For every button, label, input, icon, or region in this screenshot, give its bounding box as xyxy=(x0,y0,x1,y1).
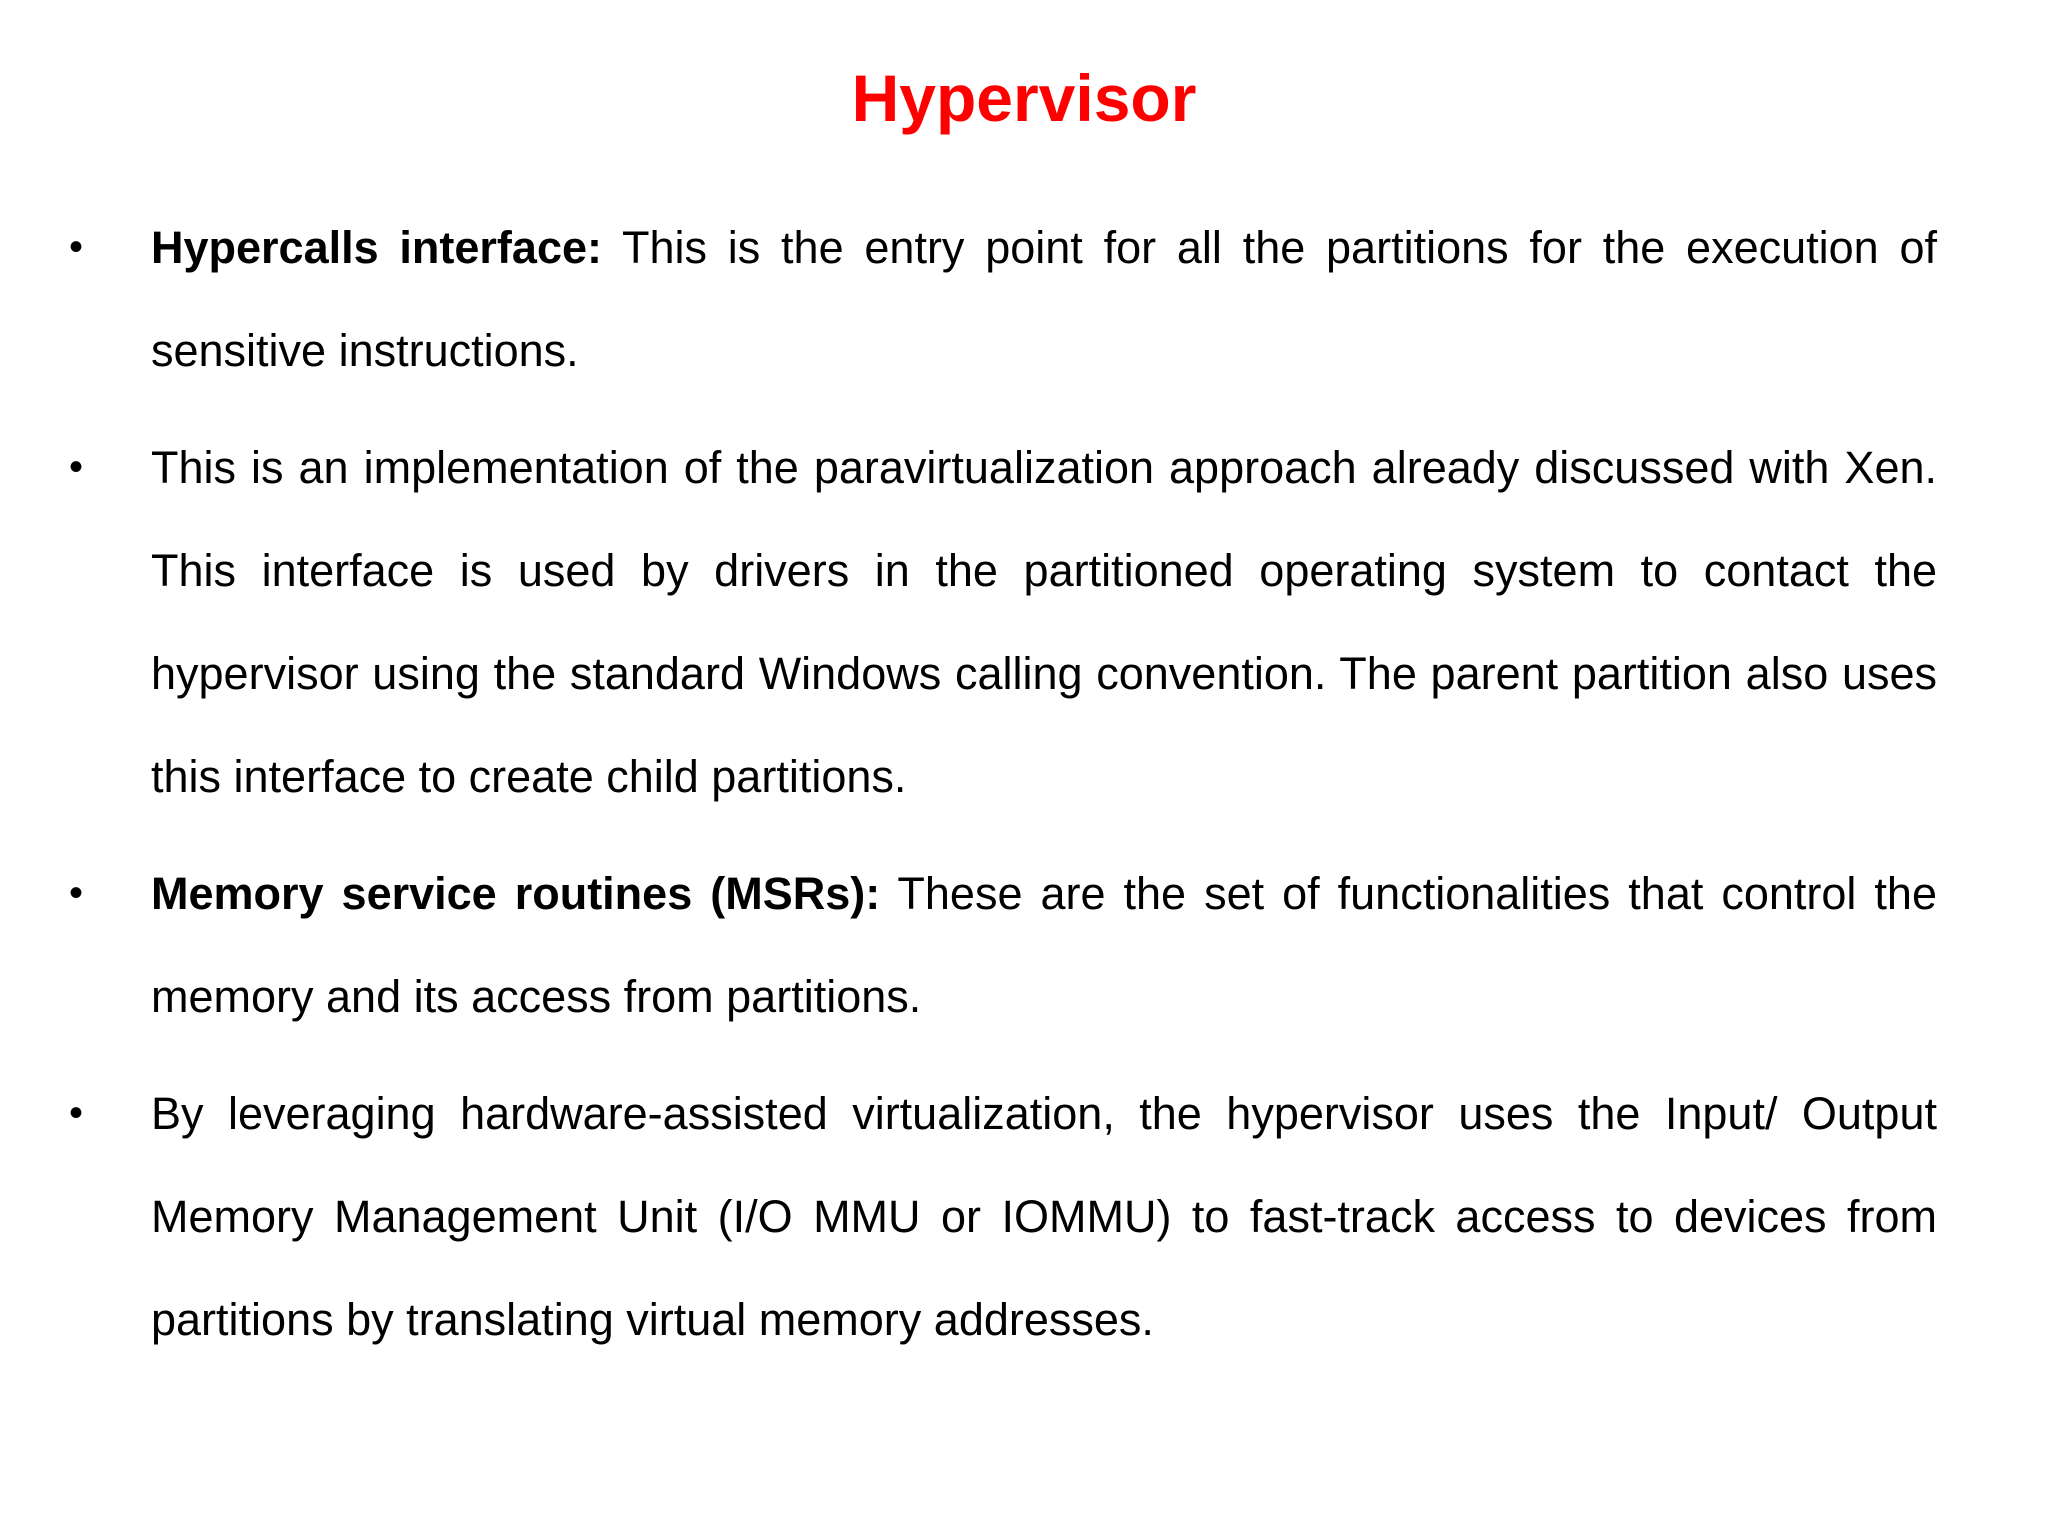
bullet-list xyxy=(0,196,2048,1385)
bullet-text xyxy=(151,196,1937,402)
bullet-dot-icon: • xyxy=(69,1091,84,1135)
bullet-item-paravirtualization xyxy=(0,416,2048,828)
bullet-body: This is the entry point for all the partitions for the execution of sensitive instructions. xyxy=(151,222,1937,376)
bullet-item-iommu xyxy=(0,1062,2048,1371)
bullet-text xyxy=(151,416,1937,828)
bullet-text xyxy=(151,842,1937,1048)
bullet-term: Memory service routines (MSRs): xyxy=(151,868,881,919)
bullet-item-hypercalls xyxy=(0,196,2048,402)
bullet-dot-icon: • xyxy=(69,871,84,915)
bullet-body: These are the set of functionalities that control the memory and its access from partitions. xyxy=(151,868,1937,1022)
bullet-body: By leveraging hardware-assisted virtualization, the hypervisor uses the Input/ Output Memory Management Unit (I/O MMU or IOMMU) to fast-track access to devices from partitions by translating virtual memory addresses. xyxy=(151,1088,1937,1345)
bullet-dot-icon: • xyxy=(69,225,84,269)
bullet-item-msrs xyxy=(0,842,2048,1048)
bullet-dot-icon: • xyxy=(69,445,84,489)
bullet-body: This is an implementation of the paravirtualization approach already discussed with Xen. This interface is used by drivers in the partitioned operating system to contact the hypervisor using the standard Windows calling convention. The parent partition also uses this interface to create child partitions. xyxy=(151,442,1937,802)
bullet-term: Hypercalls interface: xyxy=(151,222,602,273)
slide-title: Hypervisor xyxy=(851,61,1197,135)
bullet-text xyxy=(151,1062,1937,1371)
